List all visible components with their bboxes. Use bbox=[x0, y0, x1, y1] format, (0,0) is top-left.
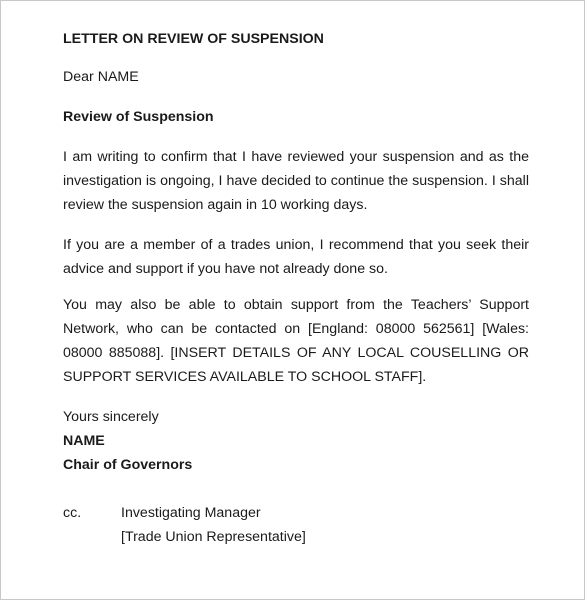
cc-recipient-list bbox=[121, 501, 529, 549]
cc-recipient: Investigating Manager bbox=[121, 505, 261, 521]
paragraph-support-network: You may also be able to obtain support from the Teachers’ Support Network, who can be contacted on [England: 08000 562561] [Wales: 08000 885088]. [INSERT DETAILS OF ANY LOCAL COUSELLING OR SUPPORT SERVICES AVAILABLE TO SCHOOL STAFF]. bbox=[63, 297, 529, 385]
cc-recipient: [Trade Union Representative] bbox=[121, 529, 306, 545]
paragraph-trades-union: If you are a member of a trades union, I recommend that you seek their advice and support if you have not already done so. bbox=[63, 237, 529, 277]
letter-subject: Review of Suspension bbox=[63, 109, 214, 125]
salutation: Dear NAME bbox=[63, 69, 139, 85]
paragraph-confirmation: I am writing to confirm that I have reviewed your suspension and as the investigation is ongoing, I have decided to continue the suspension. I shall review the suspension again in 10 working days. bbox=[63, 149, 529, 213]
cc-label: cc. bbox=[63, 505, 82, 521]
letter-title: LETTER ON REVIEW OF SUSPENSION bbox=[63, 31, 324, 47]
closing: Yours sincerely bbox=[63, 409, 159, 425]
signature-name: NAME bbox=[63, 433, 105, 449]
cc-block bbox=[63, 501, 529, 549]
signature-role: Chair of Governors bbox=[63, 457, 193, 473]
letter-body bbox=[63, 27, 529, 549]
